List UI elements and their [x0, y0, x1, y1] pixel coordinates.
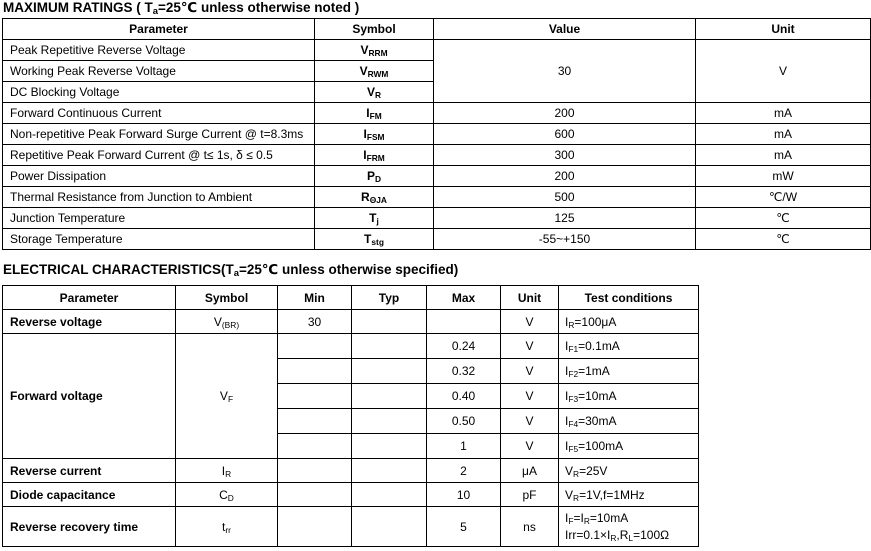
min-cell: [278, 359, 352, 384]
param-cell: Reverse current: [3, 459, 176, 483]
max-cell: 0.32: [427, 359, 501, 384]
param-cell: Working Peak Reverse Voltage: [3, 61, 315, 82]
table-header-row: [3, 286, 699, 310]
value-cell: -55~+150: [434, 229, 696, 250]
param-cell: Forward Continuous Current: [3, 103, 315, 124]
test-condition-cell: $I_{F2}=1mA$: [559, 359, 699, 384]
param-cell: Reverse voltage: [3, 310, 176, 334]
value-cell: 500: [434, 187, 696, 208]
param-cell: Diode capacitance: [3, 483, 176, 507]
maximum-ratings-title: MAXIMUM RATINGS ( $T_a=25℃$ unless otherwise noted ): [3, 0, 360, 17]
symbol-cell: $T_j$: [315, 208, 434, 229]
unit-cell: mA: [696, 124, 871, 145]
max-cell: 0.50: [427, 409, 501, 434]
max-cell: 2: [427, 459, 501, 483]
test-condition-cell: $V_R=25V$: [559, 459, 699, 483]
symbol-cell: $R_{\Theta JA}$: [315, 187, 434, 208]
unit-cell: V: [501, 310, 559, 334]
param-cell: Peak Repetitive Reverse Voltage: [3, 40, 315, 61]
symbol-cell: $V_{RRM}$: [315, 40, 434, 61]
header-unit: Unit: [501, 286, 559, 310]
min-cell: [278, 434, 352, 459]
unit-cell: mA: [696, 103, 871, 124]
symbol-cell: $C_D$: [176, 483, 278, 507]
unit-cell: V: [501, 434, 559, 459]
test-condition-cell: $I_{F4}=30mA$: [559, 409, 699, 434]
max-cell: 0.40: [427, 384, 501, 409]
unit-cell: ℃: [696, 229, 871, 250]
unit-cell: ℃: [696, 208, 871, 229]
electrical-characteristics-title: ELECTRICAL $CHARACTERISTICS(T_a=25℃$ unless otherwise specified): [3, 262, 459, 279]
test-condition-line-1: $I_F=I_R=10mA$: [565, 510, 629, 526]
header-value: Value: [434, 19, 696, 40]
typ-cell: [352, 483, 427, 507]
test-condition-cell: $I_{F1}=0.1mA$: [559, 334, 699, 359]
typ-cell: [352, 310, 427, 334]
symbol-cell: $I_{FM}$: [315, 103, 434, 124]
header-unit: Unit: [696, 19, 871, 40]
header-symbol: Symbol: [315, 19, 434, 40]
symbol-cell: $V_{RWM}$: [315, 61, 434, 82]
value-cell: 200: [434, 103, 696, 124]
unit-cell: ℃/W: [696, 187, 871, 208]
table-row: [3, 145, 871, 166]
symbol-cell: $V_R$: [315, 82, 434, 103]
unit-cell: V: [501, 359, 559, 384]
max-cell: 10: [427, 483, 501, 507]
maximum-ratings-table: [2, 18, 871, 250]
symbol-cell: $T_{stg}$: [315, 229, 434, 250]
header-min: Min: [278, 286, 352, 310]
test-condition-cell: $I_R=100\mu A$: [559, 310, 699, 334]
table-row: [3, 187, 871, 208]
typ-cell: [352, 359, 427, 384]
typ-cell: [352, 434, 427, 459]
unit-cell: mW: [696, 166, 871, 187]
table-row: [3, 166, 871, 187]
symbol-cell: $V_F$: [176, 334, 278, 459]
max-cell: 1: [427, 434, 501, 459]
typ-cell: [352, 409, 427, 434]
param-cell: DC Blocking Voltage: [3, 82, 315, 103]
unit-cell: ns: [501, 507, 559, 547]
symbol-cell: $I_R$: [176, 459, 278, 483]
symbol-cell: $I_{FSM}$: [315, 124, 434, 145]
unit-cell: pF: [501, 483, 559, 507]
param-cell: Storage Temperature: [3, 229, 315, 250]
table-row-reverse-voltage: [3, 310, 699, 334]
max-cell: [427, 310, 501, 334]
header-symbol: Symbol: [176, 286, 278, 310]
symbol-cell: $t_{rr}$: [176, 507, 278, 547]
min-cell: [278, 483, 352, 507]
unit-cell: V: [501, 409, 559, 434]
typ-cell: [352, 334, 427, 359]
table-row-diode-capacitance: [3, 483, 699, 507]
typ-cell: [352, 459, 427, 483]
table-row: [3, 103, 871, 124]
table-row: [3, 208, 871, 229]
table-row: [3, 40, 871, 61]
value-cell: 30: [434, 40, 696, 103]
test-condition-cell: $V_R=1V,f=1MHz$: [559, 483, 699, 507]
unit-cell: V: [696, 40, 871, 103]
value-cell: 200: [434, 166, 696, 187]
param-cell: Power Dissipation: [3, 166, 315, 187]
param-cell: Repetitive Peak Forward Current @ t≤ 1s, δ ≤ 0.5: [3, 145, 315, 166]
min-cell: [278, 507, 352, 547]
value-cell: 300: [434, 145, 696, 166]
symbol-cell: $P_D$: [315, 166, 434, 187]
min-cell: [278, 334, 352, 359]
unit-cell: V: [501, 334, 559, 359]
min-cell: [278, 384, 352, 409]
max-cell: 0.24: [427, 334, 501, 359]
unit-cell: μA: [501, 459, 559, 483]
param-cell: Reverse recovery time: [3, 507, 176, 547]
table-row: [3, 124, 871, 145]
min-cell: [278, 409, 352, 434]
typ-cell: [352, 507, 427, 547]
param-cell: Non-repetitive Peak Forward Surge Current @ t=8.3ms: [3, 124, 315, 145]
typ-cell: [352, 384, 427, 409]
symbol-cell: $I_{FRM}$: [315, 145, 434, 166]
header-typ: Typ: [352, 286, 427, 310]
table-row: [3, 229, 871, 250]
max-cell: 5: [427, 507, 501, 547]
unit-cell: V: [501, 384, 559, 409]
table-row-reverse-current: [3, 459, 699, 483]
header-test-conditions: Test conditions: [559, 286, 699, 310]
param-cell: Junction Temperature: [3, 208, 315, 229]
test-condition-cell: [559, 507, 699, 547]
header-parameter: Parameter: [3, 19, 315, 40]
value-cell: 125: [434, 208, 696, 229]
min-cell: 30: [278, 310, 352, 334]
table-row-forward-voltage: [3, 334, 699, 359]
value-cell: 600: [434, 124, 696, 145]
param-cell: Thermal Resistance from Junction to Ambient: [3, 187, 315, 208]
table-header-row: [3, 19, 871, 40]
test-condition-cell: $I_{F3}=10mA$: [559, 384, 699, 409]
test-condition-line-2: $Irr=0.1\times I_R,R_L=100\Omega$: [565, 527, 670, 543]
header-parameter: Parameter: [3, 286, 176, 310]
symbol-cell: $V_{(BR)}$: [176, 310, 278, 334]
min-cell: [278, 459, 352, 483]
electrical-characteristics-table: [2, 285, 699, 547]
header-max: Max: [427, 286, 501, 310]
param-cell: Forward voltage: [3, 334, 176, 459]
table-row-reverse-recovery: [3, 507, 699, 547]
unit-cell: mA: [696, 145, 871, 166]
test-condition-cell: $I_{F5}=100mA$: [559, 434, 699, 459]
